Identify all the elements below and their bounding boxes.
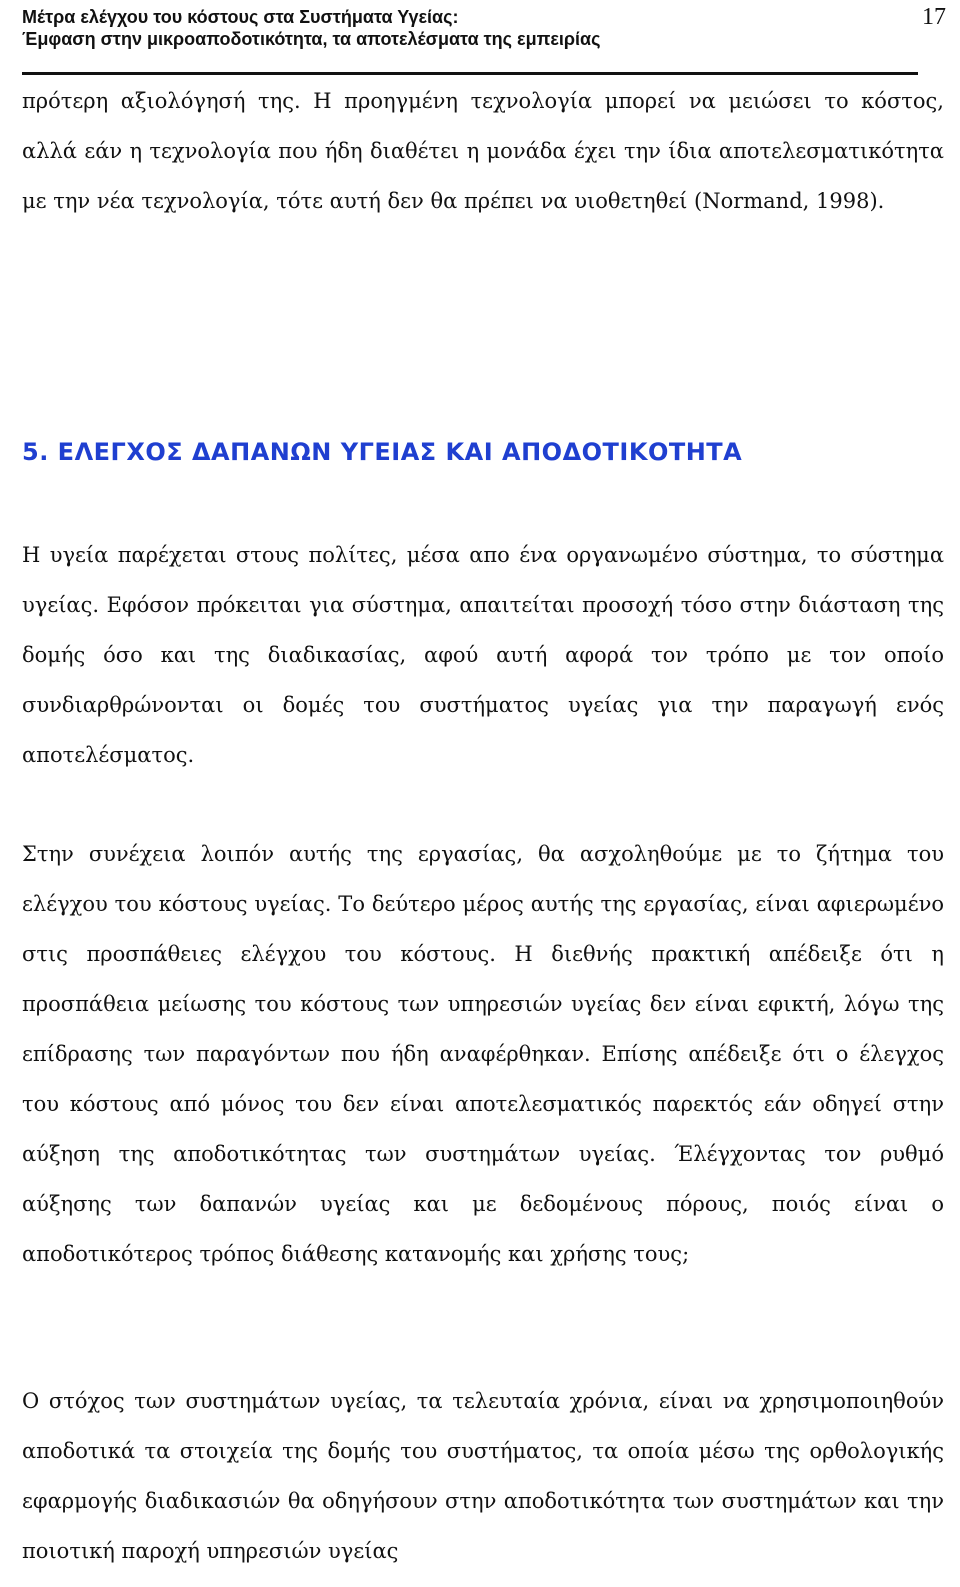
paragraph-health-system: Η υγεία παρέχεται στους πολίτες, μέσα απο ένα οργανωμένο σύστημα, το σύστημα υγείας. Εφόσον πρόκειται για σύστημα, απαιτείται προσοχή τόσο στην διάσταση της δομής όσο και της διαδικασίας, αφού αυτή αφορά τον τρόπο με τον οποίο συνδιαρθρώνονται οι δομές του συστήματος υγείας για την παραγωγή ενός αποτελέσματος. xyxy=(22,543,944,767)
paragraph-system-goals: Ο στόχος των συστημάτων υγείας, τα τελευταία χρόνια, είναι να χρησιμοποιηθούν αποδοτικά τα στοιχεία της δομής του συστήματος, τα οποία μέσω της ορθολογικής εφαρμογής διαδικασιών θα οδηγήσουν στην αποδοτικότητα των συστημάτων και την ποιοτική παροχή υπηρεσιών υγείας xyxy=(22,1389,944,1563)
running-header-title: Μέτρα ελέγχου του κόστους στα Συστήματα Υγείας: xyxy=(22,7,459,27)
page-number: 17 xyxy=(922,4,946,30)
paragraph-continuation: πρότερη αξιολόγησή της. Η προηγμένη τεχνολογία μπορεί να μειώσει το κόστος, αλλά εάν η τεχνολογία που ήδη διαθέτει η μονάδα έχει την ίδια αποτελεσματικότητα με την νέα τεχνολογία, τότε αυτή δεν θα πρέπει να υιοθετηθεί (Normand, 1998). xyxy=(22,89,944,213)
section-heading: 5. ΕΛΕΓΧΟΣ ΔΑΠΑΝΩΝ ΥΓΕΙΑΣ ΚΑΙ ΑΠΟΔΟΤΙΚΟΤΗΤΑ xyxy=(22,438,743,466)
page-header xyxy=(0,0,960,76)
running-header-subtitle: Έμφαση στην μικροαποδοτικότητα, τα αποτελέσματα της εμπειρίας xyxy=(22,29,601,49)
paragraph-cost-control: Στην συνέχεια λοιπόν αυτής της εργασίας, θα ασχοληθούμε με το ζήτημα του ελέγχου του κόστους υγείας. Το δεύτερο μέρος αυτής της εργασίας, είναι αφιερωμένο στις προσπάθειες ελέγχου του κόστους. Η διεθνής πρακτική απέδειξε ότι η προσπάθεια μείωσης του κόστους των υπηρεσιών υγείας δεν είναι εφικτή, λόγω της επίδρασης των παραγόντων που ήδη αναφέρθηκαν. Επίσης απέδειξε ότι ο έλεγχος του κόστους από μόνος του δεν είναι αποτελεσματικός παρεκτός εάν οδηγεί στην αύξηση της αποδοτικότητας των συστημάτων υγείας. Έλέγχοντας τον ρυθμό αύξησης των δαπανών υγείας και με δεδομένους πόρους, ποιός είναι ο αποδοτικότερος τρόπος διάθεσης κατανομής και χρήσης τους; xyxy=(22,842,944,1266)
header-divider xyxy=(22,72,918,75)
